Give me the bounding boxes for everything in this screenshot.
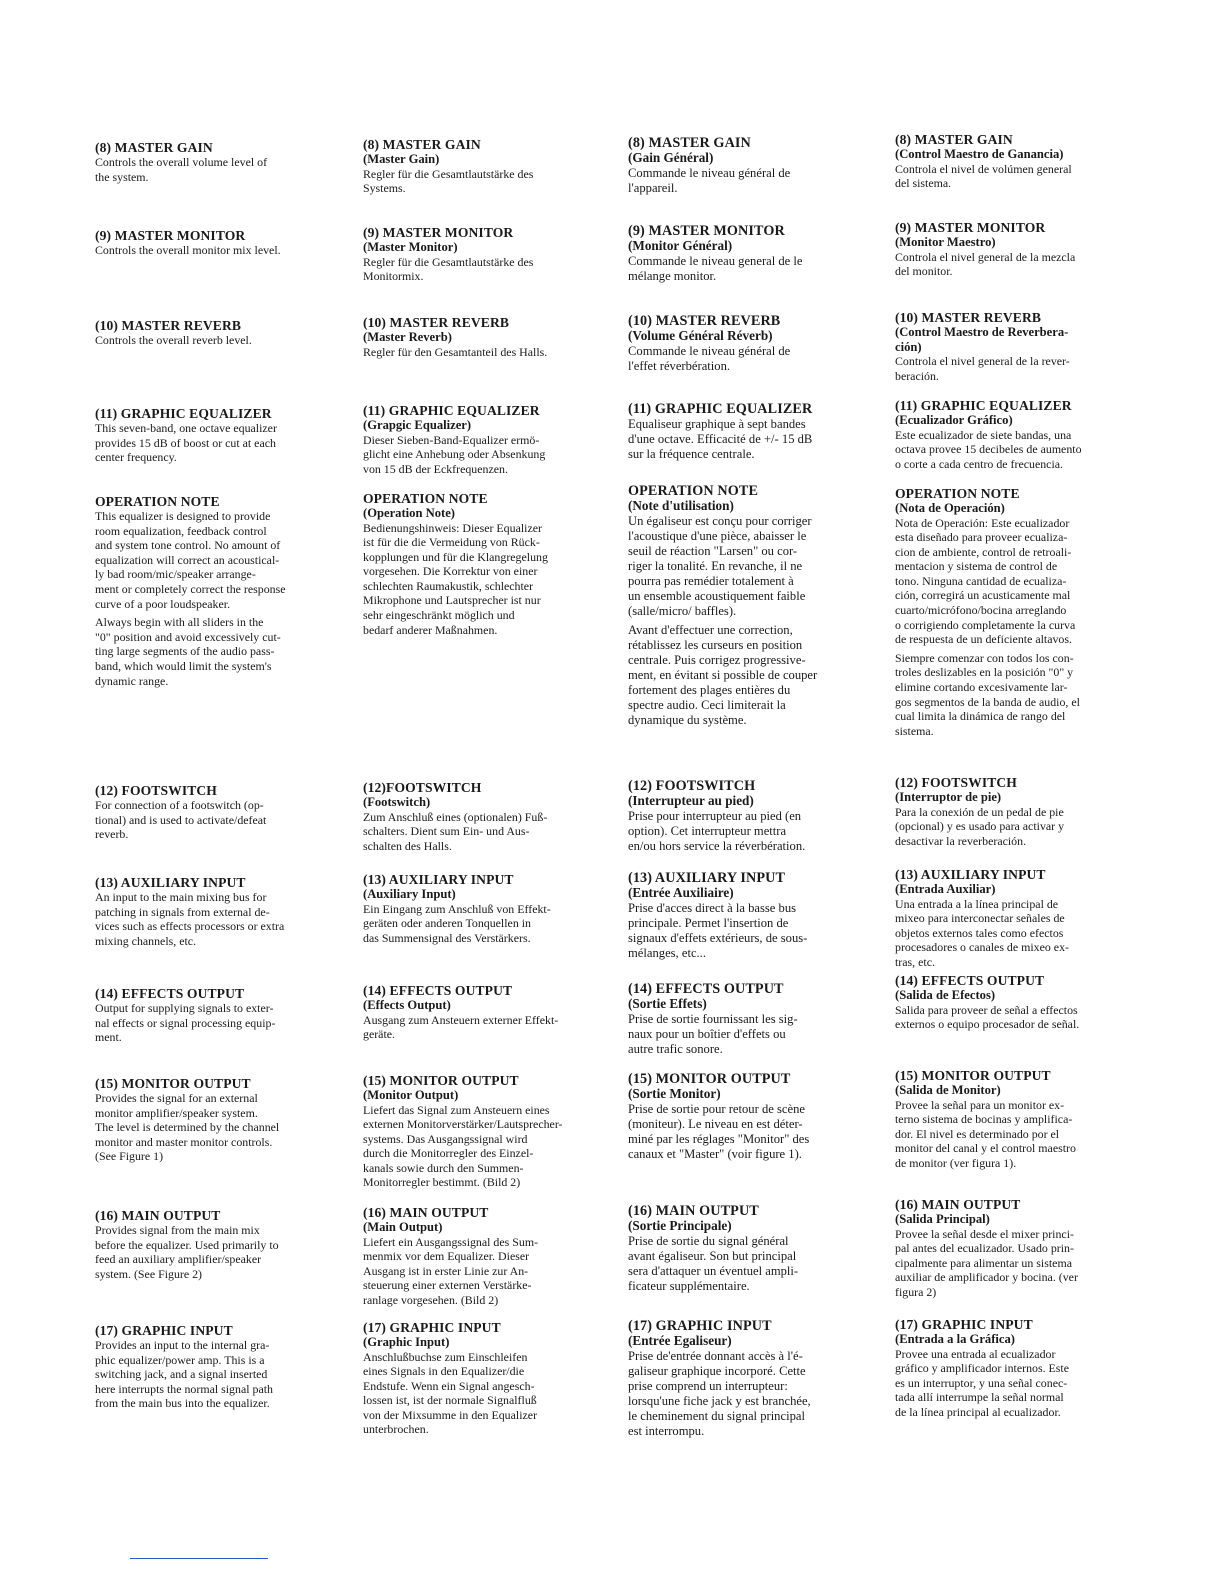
section-heading: (13) AUXILIARY INPUT (95, 875, 246, 890)
section-subheading: (Sortie Effets) (628, 996, 707, 1011)
section-subheading: (Control Maestro de Reverbera- ción) (895, 325, 1069, 354)
section-subheading: (Salida Principal) (895, 1212, 990, 1226)
section-paragraph: Para la conexión de un pedal de pie (opcional) y es usado para activar y desactivar la reverberación. (895, 804, 1065, 848)
section-en-9 (95, 1208, 323, 1281)
section-paragraph: Avant d'effectuer une correction, rétablissez les curseurs en position centrale. Puis corrigez progressive- ment, en évitant si possible de couper fortement des plages entières du spectre audio. Ceci limiterait la dynamique du système. (628, 622, 818, 727)
section-paragraph: Regler für den Gesamtanteil des Halls. (363, 344, 548, 359)
section-en-7 (95, 986, 323, 1045)
section-es-3 (895, 398, 1127, 471)
section-paragraph: Nota de Operación: Este ecualizador esta diseñado para proveer ecualiza- cion de ambiente, control de retroali- mentacion y sistema de control de tono. Ninguna cantidad de ecualiza- ción, corregirá un acusticamente mal cuarto/micrófono/bocina arreglando o corrigiendo completamente la curva de respuesta de un deficiente altavos. (895, 515, 1076, 647)
section-subheading: (Entrée Egaliseur) (628, 1333, 732, 1348)
section-paragraph: Prise de'entrée donnant accès à l'é- galiseur graphique incorporé. Cette prise comprend un interrupteur: lorsqu'une fiche jack y est branchée, le cheminement du signal principal est interrompu. (628, 1348, 811, 1438)
section-paragraph: Zum Anschluß eines (optionalen) Fuß- schalters. Dient sum Ein- und Aus- schalten des Halls. (363, 809, 548, 853)
section-subheading: (Control Maestro de Ganancia) (895, 147, 1064, 161)
section-heading: (9) MASTER MONITOR (628, 223, 785, 239)
section-heading: (14) EFFECTS OUTPUT (363, 983, 513, 998)
section-paragraph: Liefert ein Ausgangssignal des Sum- menmix vor dem Equalizer. Dieser Ausgang ist in erster Linie zur An- steuerung einer externen Verstärke- ranlage vorgesehen. (Bild 2) (363, 1234, 539, 1307)
section-heading: (14) EFFECTS OUTPUT (95, 986, 245, 1001)
section-paragraph: Prise de sortie du signal général avant égaliseur. Son but principal sera d'attaquer un éventuel ampli- ficateur supplémentaire. (628, 1233, 799, 1293)
section-subheading: (Salida de Monitor) (895, 1083, 1001, 1097)
section-fr-7 (628, 982, 856, 1057)
section-subheading: (Ecualizador Gráfico) (895, 413, 1013, 427)
section-heading: (16) MAIN OUTPUT (895, 1197, 1021, 1212)
section-heading: (15) MONITOR OUTPUT (95, 1076, 251, 1091)
section-subheading: (Operation Note) (363, 506, 455, 520)
section-paragraph: Un égaliseur est conçu pour corriger l'acoustique d'une pièce, abaisser le seuil de réaction "Larsen" ou cor- riger la tonalité. En revanche, il ne pourra pas remédier totalement à un ensemble acoustiquement faible (salle/micro/ baffles). (628, 513, 812, 618)
section-subheading: (Auxiliary Input) (363, 887, 456, 901)
section-heading: (15) MONITOR OUTPUT (895, 1068, 1051, 1083)
section-de-6 (363, 872, 589, 945)
section-paragraph: Provides signal from the main mix before the equalizer. Used primarily to feed an auxiliary amplifier/speaker system. (See Figure 2) (95, 1223, 279, 1281)
section-en-2 (95, 318, 323, 348)
section-heading: (11) GRAPHIC EQUALIZER (895, 398, 1072, 413)
section-en-4 (95, 494, 323, 688)
section-heading: (12) FOOTSWITCH (95, 783, 217, 798)
section-subheading: (Master Reverb) (363, 330, 452, 344)
section-de-7 (363, 983, 589, 1042)
section-fr-2 (628, 314, 856, 374)
section-paragraph: Regler für die Gesamtlautstärke des Systems. (363, 166, 534, 196)
section-paragraph: Provee la señal para un monitor ex- terno sistema de bocinas y amplifica- dor. El nivel es determinado por el monitor del canal y el control maestro de monitor (ver figura 1). (895, 1097, 1076, 1170)
section-en-3 (95, 406, 323, 465)
section-es-6 (895, 867, 1127, 969)
section-heading: (15) MONITOR OUTPUT (363, 1073, 519, 1088)
section-heading: (16) MAIN OUTPUT (95, 1208, 221, 1223)
section-fr-0 (628, 136, 856, 196)
section-subheading: (Volume Général Réverb) (628, 328, 773, 343)
section-es-5 (895, 775, 1127, 848)
section-de-2 (363, 315, 589, 359)
section-heading: (10) MASTER REVERB (363, 315, 510, 330)
section-subheading: (Salida de Efectos) (895, 988, 996, 1002)
section-paragraph: Anschlußbuchse zum Einschleifen eines Signals in den Equalizer/die Endstufe. Wenn ein Signal angesch- lossen ist, ist der normale Signalfluß von der Mixsumme in den Equalizer unterbrochen. (363, 1349, 538, 1437)
section-subheading: (Monitor Output) (363, 1088, 459, 1102)
section-de-10 (363, 1320, 589, 1437)
section-heading: (13) AUXILIARY INPUT (628, 870, 786, 886)
section-fr-1 (628, 224, 856, 284)
section-heading: (16) MAIN OUTPUT (363, 1205, 489, 1220)
section-en-10 (95, 1323, 323, 1411)
section-paragraph: Controla el nivel general de la rever- beración. (895, 354, 1070, 383)
section-heading: (16) MAIN OUTPUT (628, 1203, 759, 1219)
section-de-5 (363, 780, 589, 853)
section-heading: (8) MASTER GAIN (895, 132, 1013, 147)
section-subheading: (Sortie Monitor) (628, 1086, 721, 1101)
section-heading: (14) EFFECTS OUTPUT (628, 981, 784, 997)
section-en-8 (95, 1076, 323, 1164)
section-es-10 (895, 1317, 1127, 1419)
section-paragraph: Provides an input to the internal gra- phic equalizer/power amp. This is a switching jack, and a signal inserted here interrupts the normal signal path from the main bus into the equalizer. (95, 1338, 273, 1411)
section-paragraph: Una entrada a la línea principal de mixeo para interconectar señales de objetos externos tales como efectos procesadores o canales de mixeo ex- tras, etc. (895, 896, 1069, 969)
section-heading: (10) MASTER REVERB (895, 310, 1042, 325)
section-subheading: (Gain Général) (628, 150, 714, 165)
section-subheading: (Note d'utilisation) (628, 498, 734, 513)
section-de-4 (363, 491, 589, 637)
section-subheading: (Footswitch) (363, 795, 431, 809)
footnote-rule (130, 1558, 268, 1559)
section-subheading: (Graphic Input) (363, 1335, 450, 1349)
section-paragraph: Always begin with all sliders in the "0" position and avoid excessively cut- ting large segments of the audio pass- band, which would limit the system's dynamic range. (95, 615, 281, 688)
section-subheading: (Grapgic Equalizer) (363, 418, 472, 432)
section-es-8 (895, 1068, 1127, 1170)
section-fr-4 (628, 484, 856, 728)
section-paragraph: Output for supplying signals to exter- nal effects or signal processing equip- ment. (95, 1001, 276, 1045)
section-paragraph: Controla el nivel de volúmen general del sistema. (895, 161, 1072, 191)
section-paragraph: Provee una entrada al ecualizador gráfico y amplificador internos. Este es un interruptor, y una señal conec- tada allí interrumpe la señal normal de la línea principal al ecualizador. (895, 1346, 1070, 1419)
section-fr-10 (628, 1319, 856, 1439)
section-heading: (8) MASTER GAIN (363, 137, 481, 152)
section-heading: (13) AUXILIARY INPUT (895, 867, 1046, 882)
section-heading: (12) FOOTSWITCH (628, 778, 756, 794)
section-subheading: (Entrada Auxiliar) (895, 882, 996, 896)
section-subheading: (Monitor Général) (628, 238, 733, 253)
section-fr-9 (628, 1204, 856, 1294)
section-heading: (15) MONITOR OUTPUT (628, 1071, 791, 1087)
section-heading: (17) GRAPHIC INPUT (95, 1323, 233, 1338)
section-de-8 (363, 1073, 589, 1190)
section-heading: (17) GRAPHIC INPUT (363, 1320, 501, 1335)
section-paragraph: Prise de sortie pour retour de scène (moniteur). Le niveau en est déter- miné par les réglages "Monitor" des canaux et "Master" (voir figure 1). (628, 1101, 810, 1161)
section-paragraph: Regler für die Gesamtlautstärke des Monitormix. (363, 254, 534, 284)
section-fr-8 (628, 1072, 856, 1162)
section-paragraph: Commande le niveau général de l'effet réverbération. (628, 343, 791, 373)
section-heading: (17) GRAPHIC INPUT (895, 1317, 1033, 1332)
section-heading: (11) GRAPHIC EQUALIZER (95, 406, 272, 421)
section-paragraph: Equaliseur graphique à sept bandes d'une octave. Efficacité de +/- 15 dB sur la fréquence centrale. (628, 417, 813, 461)
section-heading: OPERATION NOTE (95, 494, 220, 509)
section-paragraph: Controls the overall monitor mix level. (95, 243, 281, 257)
section-paragraph: Ein Eingang zum Anschluß von Effekt- geräten oder anderen Tonquellen in das Summensignal des Verstärkers. (363, 901, 551, 945)
section-es-9 (895, 1197, 1127, 1299)
section-de-0 (363, 137, 589, 196)
section-heading: (10) MASTER REVERB (95, 318, 242, 333)
section-heading: (11) GRAPHIC EQUALIZER (628, 401, 813, 417)
section-heading: (9) MASTER MONITOR (363, 225, 514, 240)
section-fr-6 (628, 871, 856, 961)
section-en-6 (95, 875, 323, 948)
section-de-1 (363, 225, 589, 284)
section-heading: (10) MASTER REVERB (628, 313, 781, 329)
section-heading: (12)FOOTSWITCH (363, 780, 482, 795)
section-heading: (9) MASTER MONITOR (895, 220, 1046, 235)
section-subheading: (Monitor Maestro) (895, 235, 996, 249)
section-subheading: (Interrupteur au pied) (628, 793, 754, 808)
section-fr-5 (628, 779, 856, 854)
section-paragraph: Ausgang zum Ansteuern externer Effekt- geräte. (363, 1012, 559, 1042)
section-de-3 (363, 403, 589, 476)
section-paragraph: Controla el nivel general de la mezcla del monitor. (895, 249, 1076, 279)
section-paragraph: Liefert das Signal zum Ansteuern eines externen Monitorverstärker/Lautsprecher- systems. Das Ausgangssignal wird durch die Monitorregler des Einzel- kanals sowie durch den Summen- Monitorregler bestimmt. (Bild 2) (363, 1102, 563, 1190)
section-heading: (13) AUXILIARY INPUT (363, 872, 514, 887)
section-es-2 (895, 310, 1127, 383)
section-heading: (9) MASTER MONITOR (95, 228, 246, 243)
section-es-7 (895, 973, 1127, 1032)
section-paragraph: Dieser Sieben-Band-Equalizer ermö- glicht eine Anhebung oder Absenkung von 15 dB der Eckfrequenzen. (363, 432, 546, 476)
section-heading: (8) MASTER GAIN (95, 140, 213, 155)
section-en-1 (95, 228, 323, 258)
section-paragraph: Controls the overall volume level of the system. (95, 155, 268, 184)
section-heading: (14) EFFECTS OUTPUT (895, 973, 1045, 988)
section-en-5 (95, 783, 323, 842)
section-fr-3 (628, 402, 856, 462)
section-paragraph: Controls the overall reverb level. (95, 333, 252, 347)
section-subheading: (Master Gain) (363, 152, 440, 166)
section-paragraph: Salida para proveer de señal a effectos externos o equipo procesador de señal. (895, 1002, 1080, 1032)
section-en-0 (95, 140, 323, 184)
section-heading: OPERATION NOTE (363, 491, 488, 506)
section-paragraph: Bedienungshinweis: Dieser Equalizer ist für die die Vermeidung von Rück- kopplungen und für die Klangregelung vorgesehen. Die Korrektur von einer schlechten Raumakustik, schlechter Mikrophone und Lautsprecher ist nur sehr eingeschränkt möglich und bedarf anderer Maßnahmen. (363, 520, 548, 637)
section-paragraph: Provee la señal desde el mixer princi- pal antes del ecualizador. Usado prin- cipalmente para alimentar un sistema auxiliar de amplificador y bocina. (ver figura 2) (895, 1226, 1078, 1299)
section-heading: (12) FOOTSWITCH (895, 775, 1017, 790)
section-es-0 (895, 132, 1127, 191)
section-paragraph: Commande le niveau general de le mélange monitor. (628, 253, 803, 283)
section-subheading: (Entrada a la Gráfica) (895, 1332, 1015, 1346)
section-heading: (8) MASTER GAIN (628, 135, 751, 151)
section-paragraph: Siempre comenzar con todos los con- troles deslizables en la posición "0" y elimine cortando excesivamente lar- gos segmentos de la banda de audio, el cual limita la dinámica de rango del sistema. (895, 650, 1080, 738)
section-subheading: (Entrée Auxiliaire) (628, 885, 734, 900)
section-subheading: (Sortie Principale) (628, 1218, 732, 1233)
section-heading: (11) GRAPHIC EQUALIZER (363, 403, 540, 418)
section-heading: OPERATION NOTE (628, 483, 759, 499)
section-heading: OPERATION NOTE (895, 486, 1020, 501)
section-subheading: (Interruptor de pie) (895, 790, 1002, 804)
section-paragraph: Prise de sortie fournissant les sig- naux pour un boîtier d'effets ou autre trafic sonore. (628, 1011, 798, 1056)
section-paragraph: Prise d'acces direct à la basse bus principale. Permet l'insertion de signaux d'effets extérieurs, de sous- mélanges, etc... (628, 900, 808, 960)
section-paragraph: For connection of a footswitch (op- tional) and is used to activate/defeat reverb. (95, 798, 267, 842)
section-subheading: (Effects Output) (363, 998, 451, 1012)
section-es-1 (895, 220, 1127, 279)
section-heading: (17) GRAPHIC INPUT (628, 1318, 772, 1334)
section-paragraph: Provides the signal for an external monitor amplifier/speaker system. The level is determined by the channel monitor and master monitor controls. (See Figure 1) (95, 1091, 280, 1164)
section-es-4 (895, 486, 1127, 738)
section-subheading: (Nota de Operación) (895, 501, 1005, 515)
section-subheading: (Main Output) (363, 1220, 443, 1234)
section-de-9 (363, 1205, 589, 1307)
section-subheading: (Master Monitor) (363, 240, 458, 254)
section-paragraph: This equalizer is designed to provide room equalization, feedback control and system tone control. No amount of equalization will correct an acoustical- ly bad room/mic/speaker arrange- ment or completely correct the response curve of a poor loudspeaker. (95, 509, 286, 611)
section-paragraph: An input to the main mixing bus for patching in signals from external de- vices such as effects processors or extra mixing channels, etc. (95, 890, 285, 948)
section-paragraph: Commande le niveau général de l'appareil. (628, 165, 791, 195)
section-paragraph: Prise pour interrupteur au pied (en option). Cet interrupteur mettra en/ou hors service la réverbération. (628, 808, 806, 853)
section-paragraph: This seven-band, one octave equalizer provides 15 dB of boost or cut at each center frequency. (95, 421, 277, 465)
section-paragraph: Este ecualizador de siete bandas, una octava provee 15 decibeles de aumento o corte a cada centro de frecuencia. (895, 427, 1082, 471)
